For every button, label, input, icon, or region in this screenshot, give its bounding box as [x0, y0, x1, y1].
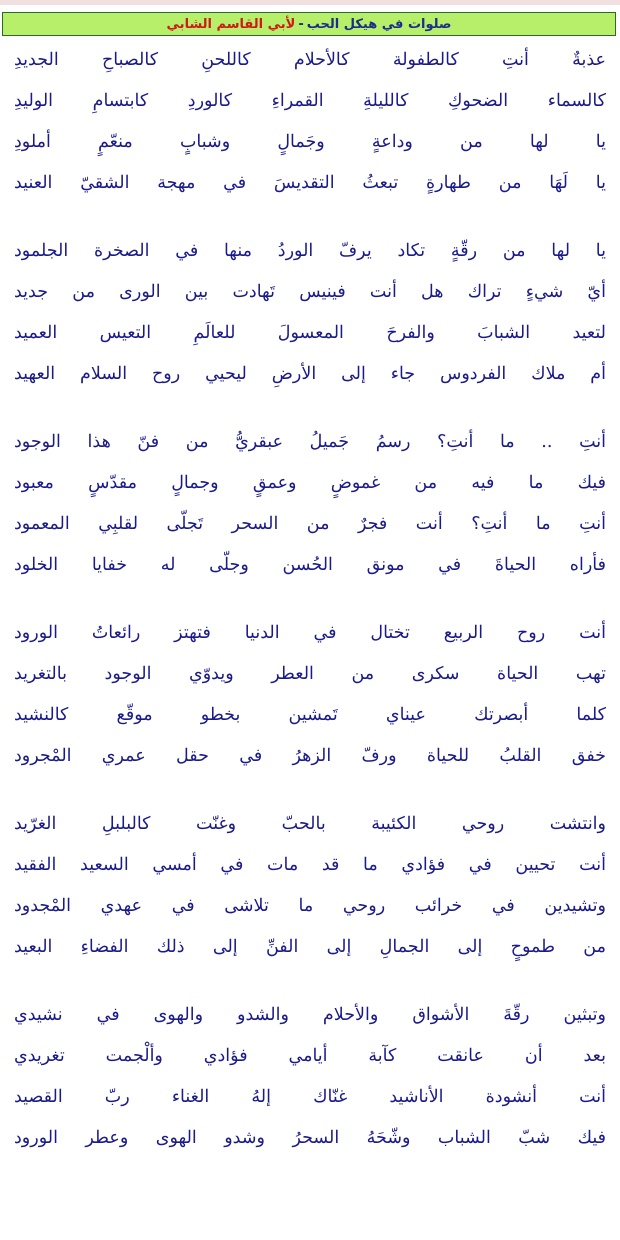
poem-line: أنت روح الربيع تختال في الدنيا فتهتز رائعاتُ الورود [14, 623, 606, 643]
poem-body [14, 40, 606, 1186]
poem-line: لتعيد الشبابَ والفرحَ المعسولَ للعالَمِ التعيس العميد [14, 323, 606, 343]
poem-header [2, 12, 616, 36]
poem-line: فيك ما فيه من غموضٍ وعمقٍ وجمالٍ مقدّسٍ معبود [14, 473, 606, 493]
poem-line: أنتِ ما أنتِ؟ أنت فجرٌ من السحر تَجلّى لقلبِي المعمود [14, 514, 606, 534]
poem-line: كالسماء الضحوكِ كالليلةِ القمراءِ كالوردِ كابتسامِ الوليدِ [14, 91, 606, 111]
poem-line: تهب الحياة سكرى من العطر ويدوّي الوجود بالتغريد [14, 664, 606, 684]
poem-line: يا لها من وداعةٍ وجَمالٍ وشبابٍ منعّمٍ أملودِ [14, 132, 606, 152]
poem-line: أيّ شيءٍ تراك هل أنت فينيس تَهادت بين الورى من جديد [14, 282, 606, 302]
poem-line: وتشيدين في خرائب روحي ما تلاشى في عهدي المْجدود [14, 896, 606, 916]
poem-line: كلما أبصرتك عيناي تَمشين بخطو موقّع كالنشيد [14, 705, 606, 725]
poem-line: أنت أنشودة الأناشيد غنّاك إلهُ الغناء ربّ القصيد [14, 1087, 606, 1107]
poem-line: يا لَهَا من طهارةٍ تبعثُ التقديسَ في مهجة الشقيّ العنيد [14, 173, 606, 193]
stanza-1 [14, 40, 606, 204]
poem-line: أنت تحيين في فؤادي ما قد مات في أمسي السعيد الفقيد [14, 855, 606, 875]
stanza-3 [14, 422, 606, 586]
poem-line: بعد أن عانقت كآبة أيامي فؤادي وألْجمت تغريدي [14, 1046, 606, 1066]
poem-title: صلوات في هيكل الحب [306, 16, 452, 32]
poem-line: فأراه الحياةَ في مونق الحُسن وجلّى له خفايا الخلود [14, 555, 606, 575]
poem-line: من طموحٍ إلى الجمالِ إلى الفنِّ إلى ذلك الفضاءِ البعيد [14, 937, 606, 957]
stanza-4 [14, 613, 606, 777]
stanza-2 [14, 231, 606, 395]
stanza-6 [14, 995, 606, 1159]
poem-line: فيك شبّ الشباب وشّحَهُ السحرُ وشدو الهوى وعطر الورود [14, 1128, 606, 1148]
poem-line: خفق القلبُ للحياة ورفّ الزهرُ في حقل عمري المْجرود [14, 746, 606, 766]
poem-line: وتبثين رقّةَ الأشواق والأحلام والشدو والهوى في نشيدي [14, 1005, 606, 1025]
poet-name: لأبي القاسم الشابي [166, 16, 296, 32]
top-divider [0, 0, 620, 5]
poem-line: وانتشت روحي الكئيبة بالحبّ وغنّت كالبلبلِ الغرّيد [14, 814, 606, 834]
poem-line: يا لها من رقّةٍ تكاد يرفّ الوردُ منها في الصخرة الجلمود [14, 241, 606, 261]
poem-line: أنتِ .. ما أنتِ؟ رسمُ جَميلُ عبقريُّ من فنّ هذا الوجود [14, 432, 606, 452]
poem-line: أم ملاك الفردوس جاء إلى الأرضِ ليحيي روح السلام العهيد [14, 364, 606, 384]
header-separator: - [298, 16, 304, 32]
stanza-5 [14, 804, 606, 968]
poem-line: عذبةٌ أنتِ كالطفولة كالأحلام كاللحنِ كالصباحِ الجديدِ [14, 50, 606, 70]
